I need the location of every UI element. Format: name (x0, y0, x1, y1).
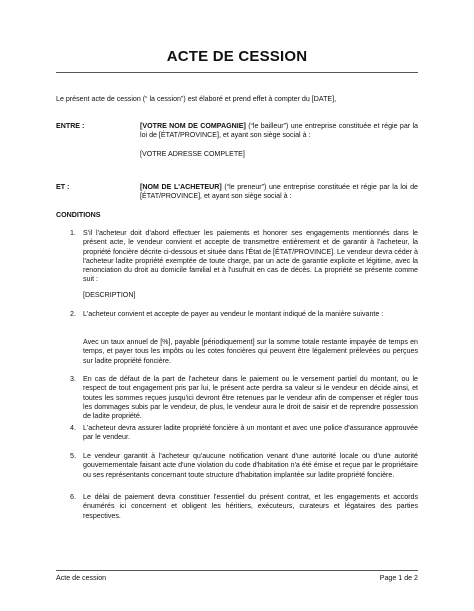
condition-1-number: 1. (70, 229, 76, 237)
intro-paragraph: Le présent acte de cession (“ la cession”) est élaboré et prend effet à compter du [DATE], (56, 95, 337, 103)
entre-description: (“le bailleur”) une entreprise constituée et régie par la loi de [ÉTAT/PROVINCE], et ayant son siège social à : (140, 122, 419, 140)
document-title: ACTE DE CESSION (166, 48, 308, 65)
condition-5-text: Le vendeur garantit à l'acheteur qu'aucune notification venant d'une autorité locale ou d'une autorité gouvernementale faisant acte d'une violation du code d'habitation n'a été émise et reçue par le propriétaire ou ses représentants concernant toute structure d'habitation implantée sur ladite propriété foncière. (83, 452, 418, 479)
condition-1-description: [DESCRIPTION] (83, 291, 136, 299)
conditions-heading: CONDITIONS (56, 211, 101, 219)
condition-6-number: 6. (70, 493, 76, 501)
entre-company-name: [VOTRE NOM DE COMPAGNIE] (140, 122, 246, 130)
et-paragraph (140, 183, 418, 202)
condition-2-text: L'acheteur convient et accepte de payer au vendeur le montant indiqué de la manière suivante : (83, 310, 384, 318)
title-rule (56, 72, 418, 73)
condition-6-text: Le délai de paiement devra constituer l'essentiel du présent contrat, et les engagements et accords énumérés ici concernent et obligent les héritiers, exécuteurs, curateurs et légataires des parties respectives. (83, 493, 418, 520)
condition-5-number: 5. (70, 452, 76, 460)
condition-1-text: S'il l'acheteur doit d'abord effectuer les paiements et honorer ses engagements mentionnés dans le présent acte, le vendeur convient et accepte de transmettre entièrement et de garantir à l'acheteur, la propriété foncière décrite ci-dessous et située dans l'État de [ÉTAT/PROVINCE]. Le vendeur devra céder à l'acheteur ladite propriété exemptée de toute charge, par un acte de garantie explicite et légitime, avec la renonciation du droit au domicile familial et à l'usufruit en cas de décès. La propriété se présente comme suit : (83, 229, 418, 284)
condition-4-text: L'acheteur devra assurer ladite propriété foncière à un montant et avec une police d'assurance approuvée par le vendeur. (83, 424, 418, 442)
entre-label: ENTRE : (56, 122, 85, 130)
footer-rule (56, 570, 418, 571)
footer-page-number: Page 1 de 2 (379, 574, 418, 582)
footer-document-name: Acte de cession (56, 574, 107, 582)
condition-3-text: En cas de défaut de la part de l'acheteur dans le paiement ou le versement partiel du montant, ou le respect de tout engagement pris par lui, le présent acte perdra sa valeur si le vendeur en décide ainsi, et toutes les sommes reçues jusqu'ici devront être retenues par le vendeur afin de compenser et régler tous les dommages subis par le vendeur, de plus, le vendeur aura le droit de saisir et de reprendre possession de ladite propriété. (83, 375, 418, 421)
entre-paragraph (140, 122, 418, 141)
condition-4-number: 4. (70, 424, 76, 432)
condition-3-number: 3. (70, 375, 76, 383)
condition-2-number: 2. (70, 310, 76, 318)
et-description: (“le preneur”) une entreprise constituée et régie par la loi de [ÉTAT/PROVINCE], et ayant son siège social à : (140, 183, 418, 201)
et-buyer-name: [NOM DE L'ACHETEUR] (140, 183, 222, 191)
entre-address: [VOTRE ADRESSE COMPLETE] (140, 150, 245, 158)
condition-2-terms: Avec un taux annuel de [%], payable [périodiquement] sur la somme totale restante impayée de temps en temps, et payer tous les impôts ou les cotes foncières qui peuvent être légalement prélevées ou perçues sur ladite propriété foncière. (83, 338, 418, 365)
et-label: ET : (56, 183, 70, 191)
